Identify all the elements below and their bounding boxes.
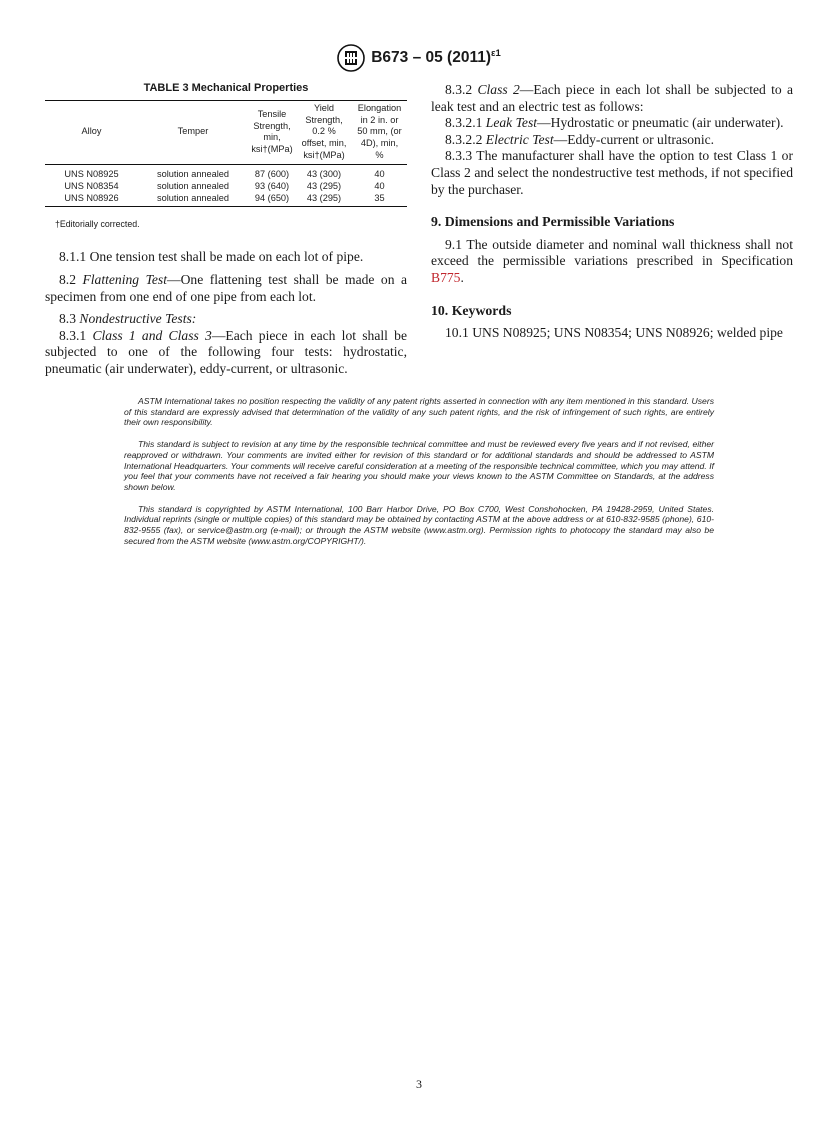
revision-notice: This standard is subject to revision at any time by the responsible technical committee and must be reviewed every five years and if not revised, either reapproved or withdrawn. Your comments are invited either for revision of this standard or for additional standards and should be addressed to ASTM International Headquarters. Your comments will receive careful consideration at a meeting of the responsible technical committee, which you may attend. If you feel that your comments have not received a fair hearing you should make your views known to the ASTM Committee on Standards, at the address shown below. — [124, 439, 714, 492]
b775-link[interactable]: B775 — [431, 269, 461, 285]
paragraph-8-2: 8.2 Flattening Test—One flattening test shall be made on a specimen from one end of one pipe from each lot. — [45, 272, 408, 304]
col-elongation: Elongation in 2 in. or 50 mm, (or 4D), min, % — [352, 101, 407, 165]
paragraph-8-3-2: 8.3.2 Class 2—Each piece in each lot shall be subjected to a leak test and an electric test as follows: — [431, 82, 793, 114]
cell-temper: solution annealed — [138, 192, 248, 207]
cell-temper: solution annealed — [156, 181, 230, 192]
page-number: 3 — [416, 1077, 422, 1091]
cell-yield: 43 (295) — [296, 192, 352, 207]
table-header-row — [45, 101, 407, 165]
paragraph-8-3-2-2: 8.3.2.2 Electric Test—Eddy-current or ultrasonic. — [445, 131, 715, 147]
section-9-heading: 9. Dimensions and Permissible Variations — [431, 214, 675, 230]
left-column — [45, 82, 407, 378]
right-column — [431, 82, 793, 342]
col-yield: Yield Strength, 0.2 % offset, min, ksi†(MPa) — [296, 101, 352, 165]
cell-elongation: 40 — [374, 169, 385, 180]
paragraph-10-1: 10.1 UNS N08925; UNS N08354; UNS N08926; welded pipe — [445, 325, 783, 341]
cell-yield: 43 (295) — [306, 181, 342, 192]
col-tensile: Tensile Strength, min, ksi†(MPa) — [248, 101, 296, 165]
cell-tensile: 87 (600) — [254, 169, 290, 180]
cell-elongation: 40 — [374, 181, 385, 192]
paragraph-8-3-3: 8.3.3 The manufacturer shall have the option to test Class 1 or Class 2 and select the nondestructive test methods, if not specified by the purchaser. — [431, 148, 793, 197]
cell-alloy: UNS N08925 — [64, 169, 119, 180]
copyright-notice: This standard is copyrighted by ASTM International, 100 Barr Harbor Drive, PO Box C700, West Conshohocken, PA 19428-2959, United States. Individual reprints (single or multiple copies) of this standard may be obtained by contacting ASTM at the above address or at 610-832-9585 (phone), 610-832-9555 (fax), or service@astm.org (e-mail); or through the ASTM website (www.astm.org). Permission rights to photocopy the standard may also be secured from the ASTM website (www.astm.org/COPYRIGHT/). — [124, 503, 714, 546]
section-10-heading: 10. Keywords — [431, 302, 512, 318]
col-alloy: Alloy — [45, 101, 138, 165]
paragraph-9-1: 9.1 The outside diameter and nominal wall thickness shall not exceed the permissible variations prescribed in Specification B775. — [431, 236, 793, 285]
table-row — [45, 180, 407, 192]
standard-designation: B673 – 05 $(2011)^{\varepsilon 1}$ — [371, 48, 501, 67]
cell-elongation: 35 — [352, 192, 407, 207]
cell-yield: 43 (300) — [306, 169, 342, 180]
cell-tensile: 93 (640) — [254, 181, 290, 192]
paragraph-8-1-1: 8.1.1 One tension test shall be made on each lot of pipe. — [59, 249, 364, 265]
paragraph-8-3: 8.3 Nondestructive Tests: — [59, 311, 197, 327]
document-header — [0, 44, 838, 72]
cell-alloy: UNS N08354 — [64, 181, 119, 192]
edition-mark: ε1 — [491, 48, 501, 60]
table-title: TABLE 3 Mechanical Properties — [143, 82, 309, 94]
table-row — [45, 165, 407, 181]
astm-notices — [124, 396, 714, 557]
col-temper: Temper — [138, 101, 248, 165]
table-row — [45, 192, 407, 207]
paragraph-8-3-1: 8.3.1 Class 1 and Class 3—Each piece in each lot shall be subjected to one of the following four tests: hydrostatic, pneumatic (air underwater), eddy-current, or ultrasonic. — [45, 327, 407, 376]
astm-logo-icon — [337, 44, 365, 72]
cell-alloy: UNS N08926 — [45, 192, 138, 207]
cell-tensile: 94 (650) — [248, 192, 296, 207]
paragraph-8-3-2-1: 8.3.2.1 Leak Test—Hydrostatic or pneumatic (air underwater). — [445, 115, 784, 131]
table-footnote: †Editorially corrected. — [55, 219, 140, 230]
cell-temper: solution annealed — [156, 169, 230, 180]
mechanical-properties-table — [45, 100, 407, 207]
patent-notice: ASTM International takes no position respecting the validity of any patent rights asserted in connection with any item mentioned in this standard. Users of this standard are expressly advised that determination of the validity of any such patent rights, and the risk of infringement of such rights, are entirely their own responsibility. — [124, 396, 714, 428]
